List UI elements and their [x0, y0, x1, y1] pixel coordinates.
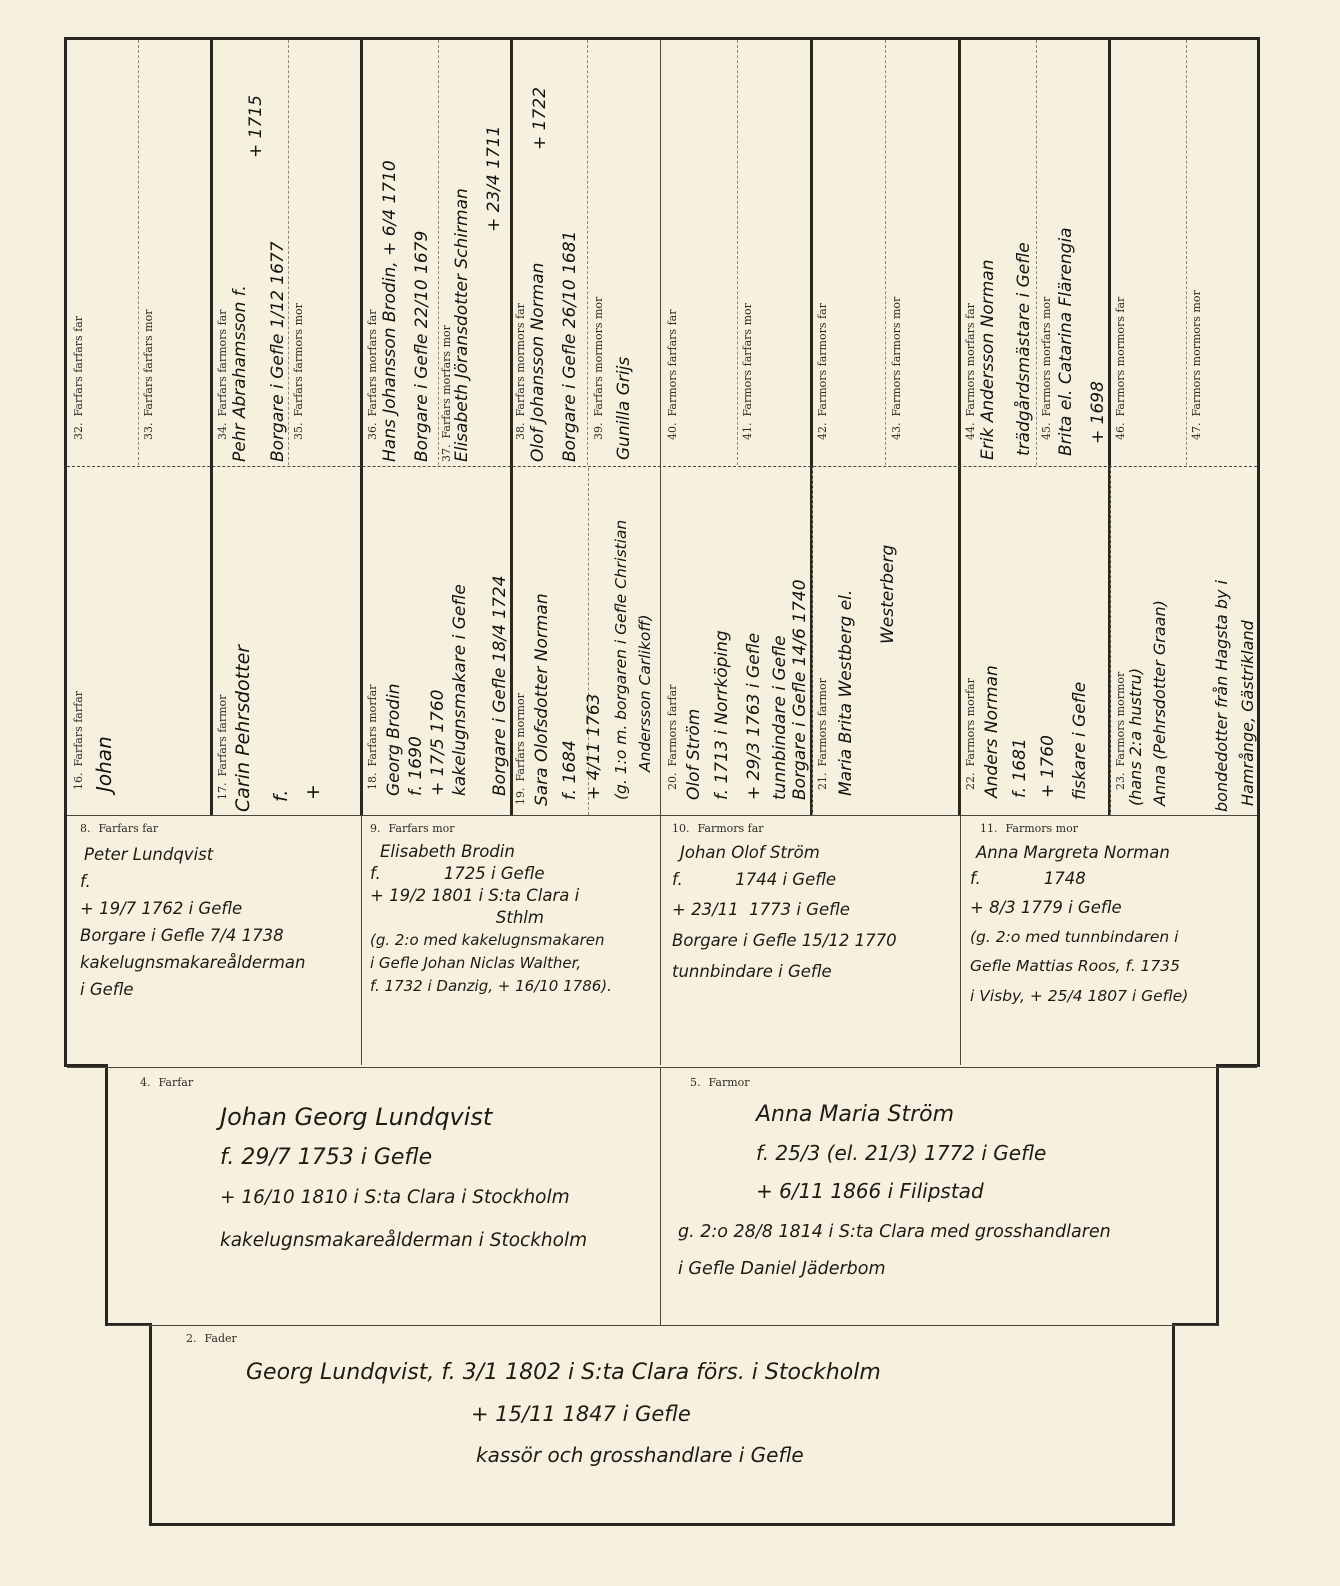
ancestor-entry: f. 29/7 1753 i Gefle [220, 1145, 433, 1170]
ancestor-label: 21.Farmors farmor [816, 678, 829, 790]
ancestor-entry: Anna Maria Ström [756, 1102, 955, 1127]
ancestor-label: 16.Farfars farfar [72, 690, 85, 790]
ancestor-label: 5. Farmor [690, 1076, 750, 1089]
ancestor-label: 34.Farfars farmors far [216, 309, 229, 440]
chart-frame [105, 1064, 108, 1326]
column-divider [510, 40, 513, 815]
ancestor-label: 4. Farfar [140, 1076, 194, 1089]
ancestor-entry: i Visby, + 25/4 1807 i Gefle) [970, 987, 1189, 1005]
ancestor-entry: + 29/3 1763 i Gefle [744, 632, 764, 800]
ancestor-entry: + 4/11 1763 [584, 693, 604, 800]
ancestor-entry: Sthlm [370, 908, 544, 927]
ancestor-entry: kassör och grosshandlare i Gefle [476, 1443, 804, 1467]
ancestor-entry: Johan [92, 736, 116, 792]
ancestor-entry: kakelugnsmakareålderman i Stockholm [220, 1230, 588, 1251]
ancestor-entry: Borgare i Gefle 7/4 1738 [80, 926, 284, 945]
ancestor-label: 2. Fader [186, 1332, 237, 1345]
column-divider [885, 40, 886, 465]
ancestor-label: 42.Farmors farmors far [816, 303, 829, 440]
ancestor-entry: f. 1713 i Norrköping [712, 630, 732, 800]
ancestor-entry: (g. 1:o m. borgaren i Gefle Christian [612, 519, 630, 800]
ancestor-entry: Johan Olof Ström [680, 843, 820, 862]
ancestor-entry: Pehr Abrahamsson f. [230, 285, 250, 462]
chart-frame [64, 37, 67, 1067]
ancestor-entry: + [302, 784, 324, 800]
ancestor-label: 17.Farfars farmor [216, 694, 229, 800]
ancestor-entry: + 17/5 1760 [428, 689, 448, 796]
ancestor-entry: Borgare i Gefle 22/10 1679 [412, 230, 432, 462]
ancestor-entry: Anna (Pehrsdotter Graan) [1150, 600, 1169, 806]
ancestor-entry: f. 1725 i Gefle [370, 864, 545, 883]
ancestor-label: 20.Farmors farfar [666, 684, 679, 790]
column-divider [360, 40, 363, 815]
ancestor-box-8 [80, 822, 356, 1003]
ancestor-label: 47.Farmors mormors mor [1190, 290, 1203, 440]
ancestor-box-2 [186, 1332, 1170, 1477]
ancestor-entry: Elisabeth Jöransdotter Schirman [452, 188, 472, 462]
ancestor-entry: f. 1744 i Gefle [672, 870, 837, 889]
ancestor-entry: + 23/4 1711 [484, 125, 504, 232]
ancestor-entry: f. [80, 872, 91, 891]
ancestor-entry: + 19/2 1801 i S:ta Clara i [370, 886, 580, 905]
ancestor-label: 45.Farmors morfars mor [1040, 296, 1053, 440]
chart-frame [1172, 1323, 1175, 1526]
ancestor-label: 38.Farfars mormors far [514, 303, 527, 440]
ancestor-label: 43.Farmors farmors mor [890, 296, 903, 440]
ancestor-entry: Borgare i Gefle 15/12 1770 [672, 931, 897, 950]
ancestor-entry: tunnbindare i Gefle [770, 635, 790, 800]
ancestor-label: 8. Farfars far [80, 822, 159, 835]
ancestor-entry: Borgare i Gefle 14/6 1740 [790, 579, 810, 800]
chart-frame [1257, 37, 1260, 1067]
ancestor-entry: f. [270, 789, 292, 802]
ancestor-entry: Erik Andersson Norman [978, 259, 998, 460]
ancestor-entry: f. 1748 [970, 869, 1086, 888]
ancestor-label: 22.Farmors morfar [964, 678, 977, 790]
ancestor-label: 9. Farfars mor [370, 822, 455, 835]
ancestor-label: 41.Farmors farfars mor [741, 303, 754, 440]
column-divider [737, 40, 738, 465]
column-divider [587, 40, 588, 465]
row-divider [67, 815, 1257, 816]
ancestor-entry: f. 25/3 (el. 21/3) 1772 i Gefle [756, 1141, 1047, 1165]
ancestor-entry: Westerberg [878, 544, 898, 644]
row-divider [108, 1325, 1218, 1326]
ancestor-label: 44.Farmors morfars far [964, 303, 977, 440]
column-divider [660, 40, 661, 1065]
ancestor-box-10 [672, 822, 956, 987]
ancestor-entry: Gunilla Grijs [614, 356, 634, 460]
ancestor-label: 36.Farfars morfars far [366, 309, 379, 440]
column-divider [361, 815, 362, 1065]
chart-frame [64, 37, 1260, 40]
ancestor-entry: Brita el. Catarina Flärengia [1056, 227, 1076, 456]
ancestor-entry: + 1715 [246, 95, 266, 158]
ancestor-label: 46.Farmors mormors far [1114, 296, 1127, 440]
column-divider [438, 40, 439, 465]
ancestor-label: 40.Farmors farfars far [666, 309, 679, 440]
ancestor-entry: Olof Ström [684, 708, 704, 800]
ancestor-label: 18.Farfars morfar [366, 684, 379, 790]
ancestor-entry: Elisabeth Brodin [380, 842, 515, 861]
ancestor-entry: kakelugnsmakare i Gefle [450, 584, 470, 796]
column-divider [812, 468, 813, 815]
column-divider [1110, 468, 1111, 815]
row-divider [67, 466, 1257, 467]
ancestor-entry: (g. 2:o med kakelugnsmakaren [370, 931, 605, 949]
ancestor-entry: + 1698 [1088, 381, 1108, 444]
ancestor-entry: Borgare i Gefle 26/10 1681 [560, 230, 580, 462]
ancestor-entry: i Gefle Daniel Jäderbom [678, 1259, 886, 1279]
ancestor-entry: (g. 2:o med tunnbindaren i [970, 928, 1179, 946]
ancestor-entry: f. 1681 [1010, 738, 1030, 798]
ancestor-label: 33.Farfars farfars mor [142, 309, 155, 440]
ancestor-box-9 [370, 822, 656, 998]
ancestor-entry: + 6/11 1866 i Filipstad [756, 1179, 984, 1203]
ancestor-entry: Borgare i Gefle 18/4 1724 [490, 575, 510, 796]
ancestor-entry: i Gefle Johan Niclas Walther, [370, 954, 582, 972]
ancestor-entry: Georg Brodin [384, 683, 404, 796]
column-divider [660, 1067, 661, 1325]
ancestor-entry: kakelugnsmakareålderman [80, 953, 306, 972]
ancestor-entry: Hans Johansson Brodin, + 6/4 1710 [380, 160, 400, 462]
ancestor-entry: i Gefle [80, 980, 134, 999]
ancestor-label: 35.Farfars farmors mor [292, 303, 305, 440]
ancestor-entry: g. 2:o 28/8 1814 i S:ta Clara med grosshandlaren [678, 1222, 1111, 1242]
ancestor-entry: Sara Olofsdotter Norman [532, 593, 552, 806]
ancestor-label: 10. Farmors far [672, 822, 764, 835]
ancestor-entry: + 16/10 1810 i S:ta Clara i Stockholm [220, 1187, 570, 1208]
ancestor-label: 19.Farfars mormor [514, 693, 527, 805]
ancestor-entry: + 15/11 1847 i Gefle [471, 1402, 691, 1426]
row-divider [67, 1067, 1257, 1068]
ancestor-entry: bondedotter från Hagsta by i [1212, 580, 1231, 812]
column-divider [958, 40, 961, 815]
column-divider [138, 40, 139, 465]
ancestor-label: 39.Farfars mormors mor [592, 296, 605, 440]
ancestor-entry: Anna Margreta Norman [976, 843, 1170, 862]
column-divider [288, 40, 289, 465]
ancestor-entry: fiskare i Gefle [1070, 681, 1090, 800]
ancestor-entry: Maria Brita Westberg el. [836, 589, 856, 796]
chart-frame [1216, 1064, 1219, 1326]
ancestor-box-5 [678, 1076, 1215, 1285]
ancestor-entry: + 1722 [530, 87, 550, 150]
ancestor-entry: + 1760 [1038, 735, 1058, 798]
ancestor-entry: + 23/11 1773 i Gefle [672, 900, 850, 919]
ancestor-entry: Carin Pehrsdotter [232, 644, 254, 812]
ancestor-entry: f. 1690 [406, 736, 426, 796]
ancestor-entry: Gefle Mattias Roos, f. 1735 [970, 957, 1181, 975]
ancestor-entry: (hans 2:a hustru) [1126, 667, 1145, 806]
chart-frame [149, 1523, 1175, 1526]
column-divider [210, 40, 213, 815]
ancestor-label: 37.Farfars morfars mor [440, 325, 453, 462]
ancestor-entry: f. 1684 [560, 740, 580, 800]
chart-frame [149, 1323, 152, 1526]
ancestor-label: 32.Farfars farfars far [72, 315, 85, 440]
ancestor-entry: Borgare i Gefle 1/12 1677 [268, 241, 288, 462]
column-divider [1186, 40, 1187, 465]
ancestor-entry: + 8/3 1779 i Gefle [970, 898, 1122, 917]
ancestor-box-4 [140, 1076, 655, 1263]
ancestor-box-11 [970, 822, 1254, 1011]
column-divider [960, 815, 961, 1065]
ancestor-entry: f. 1732 i Danzig, + 16/10 1786). [370, 977, 612, 995]
ancestor-entry: + 19/7 1762 i Gefle [80, 899, 243, 918]
ancestor-entry: tunnbindare i Gefle [672, 962, 832, 981]
ancestor-entry: Andersson Carlikoff) [636, 614, 654, 772]
ancestor-label: 23.Farmors mormor [1114, 671, 1127, 790]
column-divider [1036, 40, 1037, 465]
ancestor-label: 11. Farmors mor [980, 822, 1078, 835]
ancestor-entry: Anders Norman [982, 665, 1002, 798]
ancestor-entry: Georg Lundqvist, f. 3/1 1802 i S:ta Clara förs. i Stockholm [246, 1360, 881, 1385]
ancestor-entry: Peter Lundqvist [84, 845, 214, 864]
ancestor-entry: trädgårdsmästare i Gefle [1014, 242, 1034, 456]
ancestor-entry: Johan Georg Lundqvist [220, 1103, 493, 1131]
ancestor-entry: Olof Johansson Norman [528, 262, 548, 462]
ancestor-entry: Hamrånge, Gästrikland [1238, 620, 1257, 806]
